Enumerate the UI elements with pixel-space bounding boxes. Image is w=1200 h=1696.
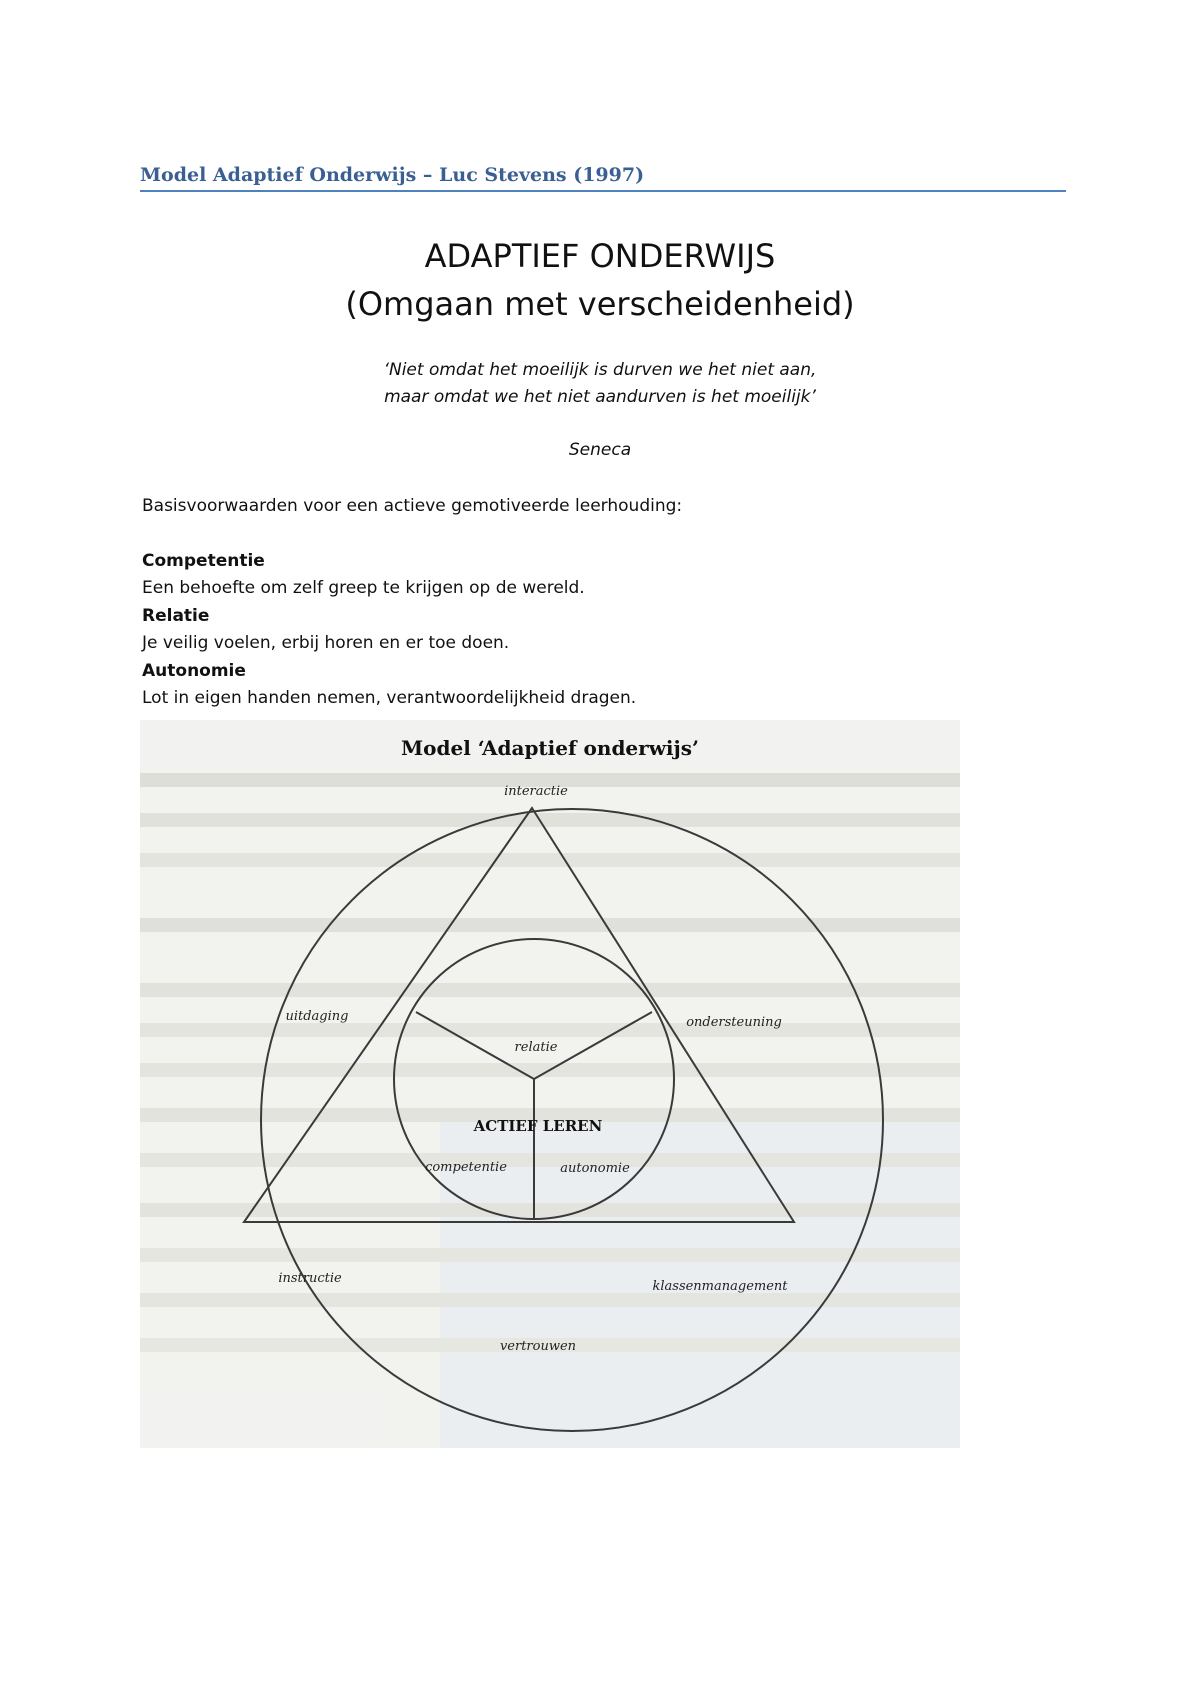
- model-figure: [140, 720, 960, 1448]
- quote-author: Seneca: [568, 440, 632, 460]
- condition-text: Een behoefte om zelf greep te krijgen op de wereld.: [142, 578, 585, 598]
- label-instructie: instructie: [278, 1271, 342, 1286]
- label-klassenmanagement: klassenmanagement: [652, 1279, 788, 1294]
- quote-line-1: ‘Niet omdat het moeilijk is durven we het niet aan,: [383, 360, 817, 380]
- condition-heading: Competentie: [142, 550, 265, 571]
- page-header: Model Adaptief Onderwijs – Luc Stevens (1997): [140, 164, 1066, 192]
- title-line-1: ADAPTIEF ONDERWIJS: [424, 237, 776, 275]
- label-competentie: competentie: [425, 1160, 507, 1175]
- condition-heading: Relatie: [142, 605, 210, 626]
- figure-title: Model ‘Adaptief onderwijs’: [401, 736, 699, 760]
- label-uitdaging: uitdaging: [285, 1009, 349, 1024]
- label-autonomie: autonomie: [560, 1161, 630, 1176]
- model-diagram: [140, 720, 960, 1448]
- quote: [0, 357, 1200, 411]
- quote-line-2: maar omdat we het niet aandurven is het moeilijk’: [384, 387, 816, 407]
- condition-text: Je veilig voelen, erbij horen en er toe doen.: [142, 633, 510, 653]
- document-title: [0, 232, 1200, 328]
- label-vertrouwen: vertrouwen: [499, 1339, 577, 1354]
- body-text: [142, 493, 1062, 713]
- label-ondersteuning: ondersteuning: [686, 1015, 782, 1030]
- condition-text: Lot in eigen handen nemen, verantwoordelijkheid dragen.: [142, 688, 637, 708]
- label-actief-leren: ACTIEF LEREN: [473, 1117, 603, 1135]
- label-interactie: interactie: [504, 784, 568, 799]
- condition-heading: Autonomie: [142, 660, 246, 681]
- label-relatie: relatie: [514, 1040, 558, 1055]
- intro-paragraph: Basisvoorwaarden voor een actieve gemotiveerde leerhouding:: [142, 496, 683, 516]
- title-line-2: (Omgaan met verscheidenheid): [345, 285, 855, 323]
